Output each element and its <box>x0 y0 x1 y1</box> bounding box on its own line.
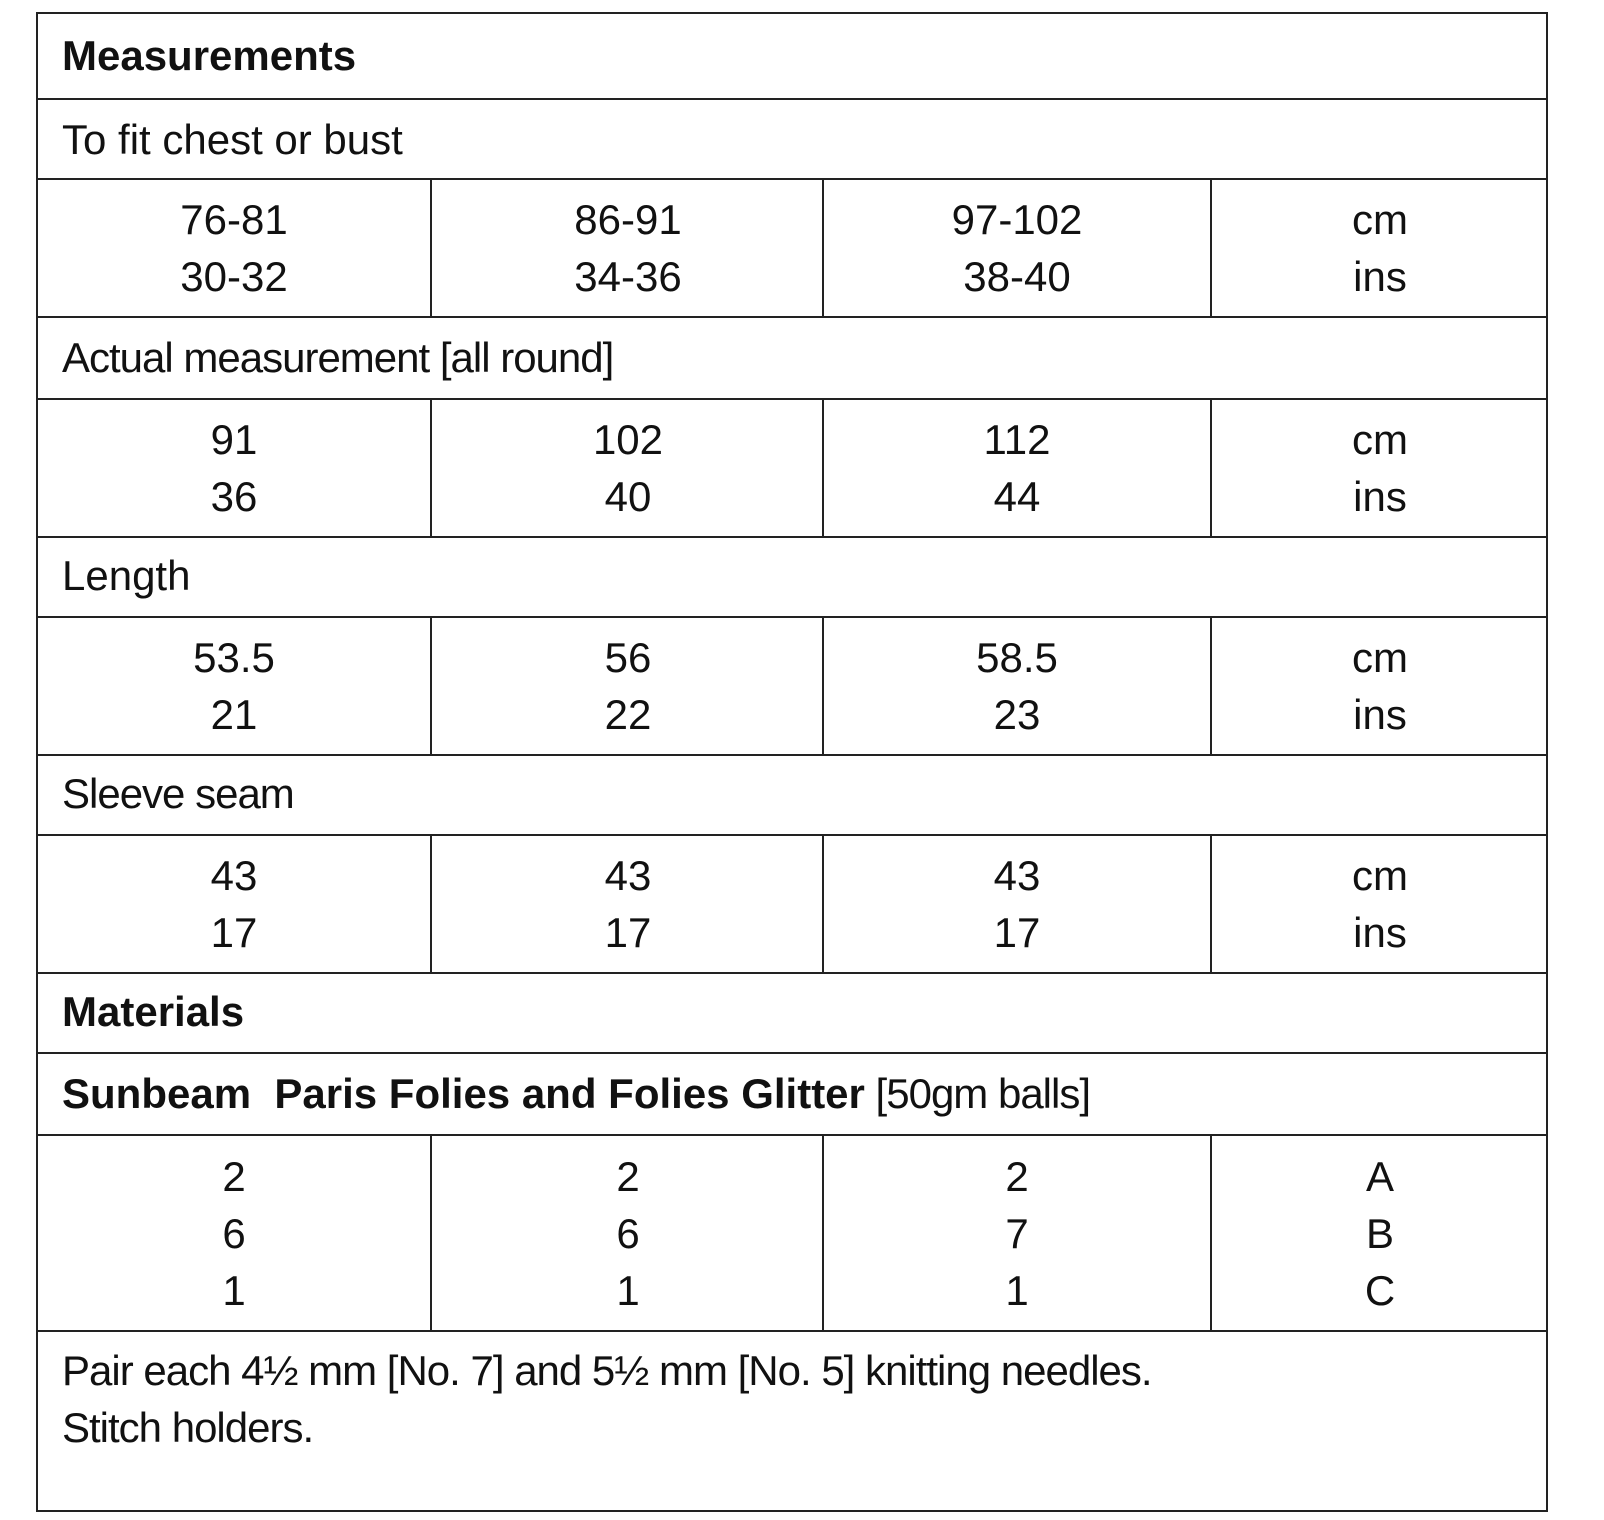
sleeve-size-3 <box>824 836 1210 972</box>
value-ins: 38-40 <box>963 253 1071 300</box>
quantity-c: 1 <box>222 1266 246 1314</box>
chest-size-1 <box>38 180 430 316</box>
quantity-a: 2 <box>222 1152 246 1200</box>
unit-cm: cm <box>1352 634 1408 681</box>
quantity-a: 2 <box>1005 1152 1029 1200</box>
sleeve-size-2 <box>432 836 824 972</box>
actual-size-2 <box>432 400 824 536</box>
value-ins: 23 <box>993 691 1041 738</box>
length-size-3 <box>824 618 1210 754</box>
quantity-b: 6 <box>222 1209 246 1257</box>
length-units <box>1212 618 1548 754</box>
colour-key-a: A <box>1365 1152 1394 1200</box>
value-ins: 17 <box>993 909 1041 956</box>
quantity-c: 1 <box>616 1266 640 1314</box>
unit-ins: ins <box>1353 691 1407 738</box>
actual-size-1 <box>38 400 430 536</box>
divider <box>38 98 1546 100</box>
unit-ins: ins <box>1353 253 1407 300</box>
value-ins: 17 <box>604 909 652 956</box>
length-label: Length <box>62 552 191 599</box>
unit-ins: ins <box>1353 473 1407 520</box>
quantity-b: 7 <box>1005 1209 1029 1257</box>
colour-key-c: C <box>1364 1266 1396 1314</box>
value-ins: 17 <box>210 909 258 956</box>
materials-values-row <box>38 1136 1546 1330</box>
sleeve-size-1 <box>38 836 430 972</box>
length-values-row <box>38 618 1546 754</box>
chest-size-3 <box>824 180 1210 316</box>
materials-title: Materials <box>62 988 245 1035</box>
value-ins: 21 <box>210 691 258 738</box>
holders-line: Stitch holders. <box>62 1404 314 1451</box>
materials-size-2 <box>432 1136 824 1330</box>
chest-label: To fit chest or bust <box>62 116 403 163</box>
yarn-ball-size: [50gm balls] <box>864 1070 1091 1117</box>
value-ins: 36 <box>210 473 258 520</box>
chest-size-2 <box>432 180 824 316</box>
sleeve-units <box>1212 836 1548 972</box>
needles-line: Pair each 4½ mm [No. 7] and 5½ mm [No. 5] knitting needles. <box>62 1347 1152 1394</box>
value-cm: 112 <box>983 416 1051 463</box>
actual-values-row <box>38 400 1546 536</box>
needles-note <box>62 1342 1152 1456</box>
measurements-table <box>36 12 1548 1512</box>
divider <box>38 316 1546 318</box>
actual-units <box>1212 400 1548 536</box>
divider <box>38 1330 1546 1332</box>
value-cm: 76-81 <box>180 196 288 243</box>
value-ins: 30-32 <box>180 253 288 300</box>
unit-ins: ins <box>1353 909 1407 956</box>
value-cm: 43 <box>993 852 1041 899</box>
yarn-line <box>62 1070 1090 1118</box>
actual-label: Actual measurement [all round] <box>62 334 614 381</box>
chest-values-row <box>38 180 1546 316</box>
materials-colour-keys <box>1212 1136 1548 1330</box>
value-cm: 58.5 <box>976 634 1058 681</box>
value-cm: 56 <box>604 634 652 681</box>
value-ins: 44 <box>993 473 1041 520</box>
colour-key-b: B <box>1365 1209 1394 1257</box>
value-cm: 53.5 <box>193 634 275 681</box>
actual-size-3 <box>824 400 1210 536</box>
sleeve-values-row <box>38 836 1546 972</box>
materials-size-3 <box>824 1136 1210 1330</box>
value-ins: 34-36 <box>574 253 682 300</box>
value-cm: 43 <box>210 852 258 899</box>
length-size-1 <box>38 618 430 754</box>
quantity-a: 2 <box>616 1152 640 1200</box>
value-ins: 22 <box>604 691 652 738</box>
divider <box>38 1052 1546 1054</box>
quantity-c: 1 <box>1005 1266 1029 1314</box>
value-cm: 102 <box>592 416 664 463</box>
measurements-title: Measurements <box>62 32 357 79</box>
value-cm: 97-102 <box>951 196 1083 243</box>
divider <box>38 972 1546 974</box>
quantity-b: 6 <box>616 1209 640 1257</box>
chest-units <box>1212 180 1548 316</box>
value-ins: 40 <box>604 473 652 520</box>
unit-cm: cm <box>1352 416 1408 463</box>
sleeve-label: Sleeve seam <box>62 770 294 817</box>
value-cm: 86-91 <box>574 196 682 243</box>
divider <box>38 536 1546 538</box>
value-cm: 43 <box>604 852 652 899</box>
unit-cm: cm <box>1352 852 1408 899</box>
value-cm: 91 <box>210 416 258 463</box>
length-size-2 <box>432 618 824 754</box>
materials-size-1 <box>38 1136 430 1330</box>
yarn-name: Sunbeam Paris Folies and Folies Glitter <box>62 1070 865 1117</box>
unit-cm: cm <box>1352 196 1408 243</box>
divider <box>38 754 1546 756</box>
